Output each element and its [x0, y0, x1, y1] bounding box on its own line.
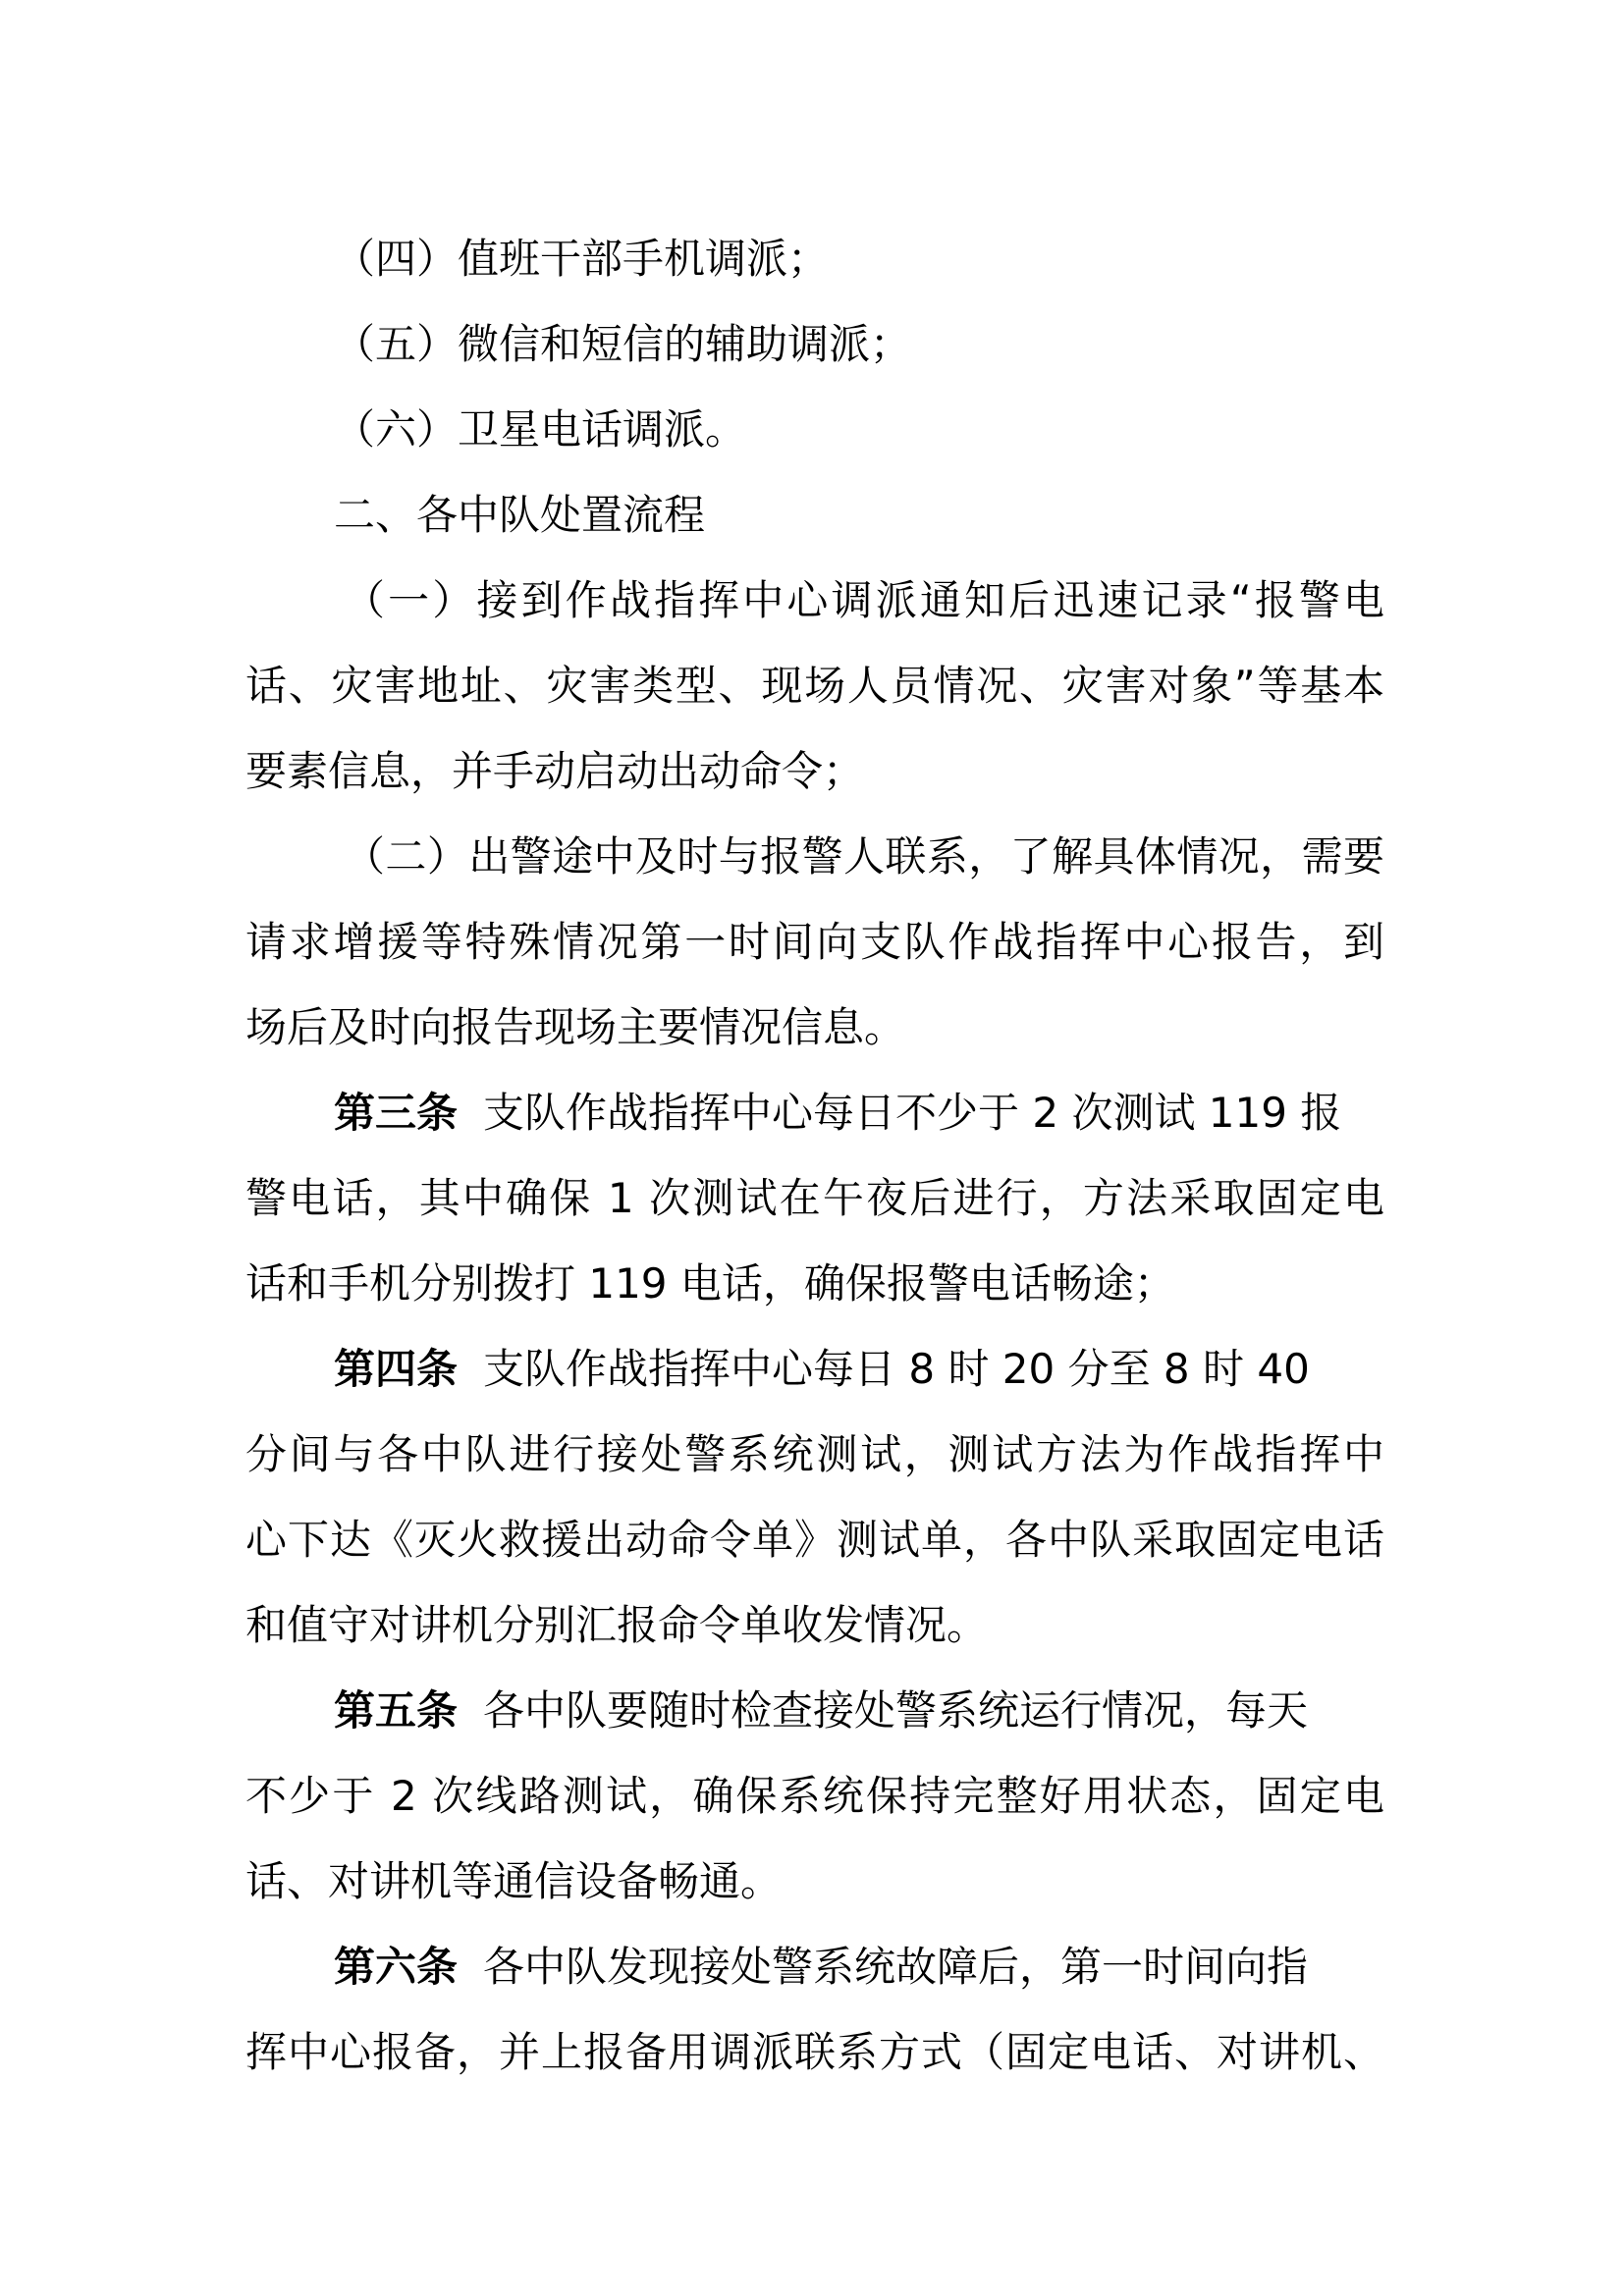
- article-6-line: [334, 1924, 1384, 2009]
- article-4-line: [334, 1326, 1384, 1412]
- paragraph-line: 挥中心报备，并上报备用调派联系方式（固定电话、对讲机、: [245, 2028, 1384, 2076]
- article-5-line: [334, 1668, 1384, 1753]
- paragraph-line: 话、对讲机等通信设备畅通。: [245, 1857, 783, 1905]
- paragraph-line: （二）出警途中及时与报警人联系，了解具体情况，需要: [344, 832, 1384, 881]
- paragraph-line: 请求增援等特殊情况第一时间向支队作战指挥中心报告，到: [245, 918, 1384, 966]
- paragraph-line: 要素信息，并手动启动出动命令；: [245, 747, 865, 795]
- paragraph-line: 场后及时向报告现场主要情况信息。: [245, 1003, 906, 1051]
- article-3-line: [334, 1070, 1384, 1155]
- article-6-heading: 第六条: [334, 1943, 459, 1991]
- paragraph-line: 警电话，其中确保 1 次测试在午夜后进行，方法采取固定电: [245, 1174, 1384, 1222]
- paragraph-line: 分间与各中队进行接处警系统测试，测试方法为作战指挥中: [245, 1430, 1384, 1478]
- paragraph-line: （一）接到作战指挥中心调派通知后迅速记录“报警电: [344, 576, 1384, 624]
- paragraph-line: 和值守对讲机分别汇报命令单收发情况。: [245, 1601, 989, 1649]
- list-item-6: [334, 387, 1384, 472]
- paragraph-text: 支队作战指挥中心每日 8 时 20 分至 8 时 40: [483, 1345, 1310, 1393]
- section-heading-2: [334, 472, 1384, 558]
- section-heading-text: 二、各中队处置流程: [334, 491, 706, 539]
- paragraph-text: （六）卫星电话调派。: [334, 405, 747, 454]
- paragraph-text: 支队作战指挥中心每日不少于 2 次测试 119 报: [483, 1089, 1342, 1137]
- paragraph-text: （四）值班干部手机调派；: [334, 235, 830, 283]
- article-3-heading: 第三条: [334, 1089, 459, 1137]
- article-4-heading: 第四条: [334, 1345, 459, 1393]
- paragraph-text: 各中队要随时检查接处警系统运行情况，每天: [483, 1686, 1309, 1735]
- list-item-5: [334, 301, 1384, 387]
- paragraph-text: （五）微信和短信的辅助调派；: [334, 320, 912, 368]
- paragraph-text: 各中队发现接处警系统故障后，第一时间向指: [483, 1943, 1309, 1991]
- paragraph-line: 话、灾害地址、灾害类型、现场人员情况、灾害对象”等基本: [245, 662, 1384, 710]
- paragraph-line: 心下达《灭火救援出动命令单》测试单，各中队采取固定电话: [245, 1516, 1384, 1564]
- paragraph-line: 不少于 2 次线路测试，确保系统保持完整好用状态，固定电: [245, 1772, 1384, 1820]
- paragraph-line: 话和手机分别拨打 119 电话，确保报警电话畅途；: [245, 1259, 1175, 1308]
- list-item-4: [334, 216, 1384, 301]
- article-5-heading: 第五条: [334, 1686, 459, 1735]
